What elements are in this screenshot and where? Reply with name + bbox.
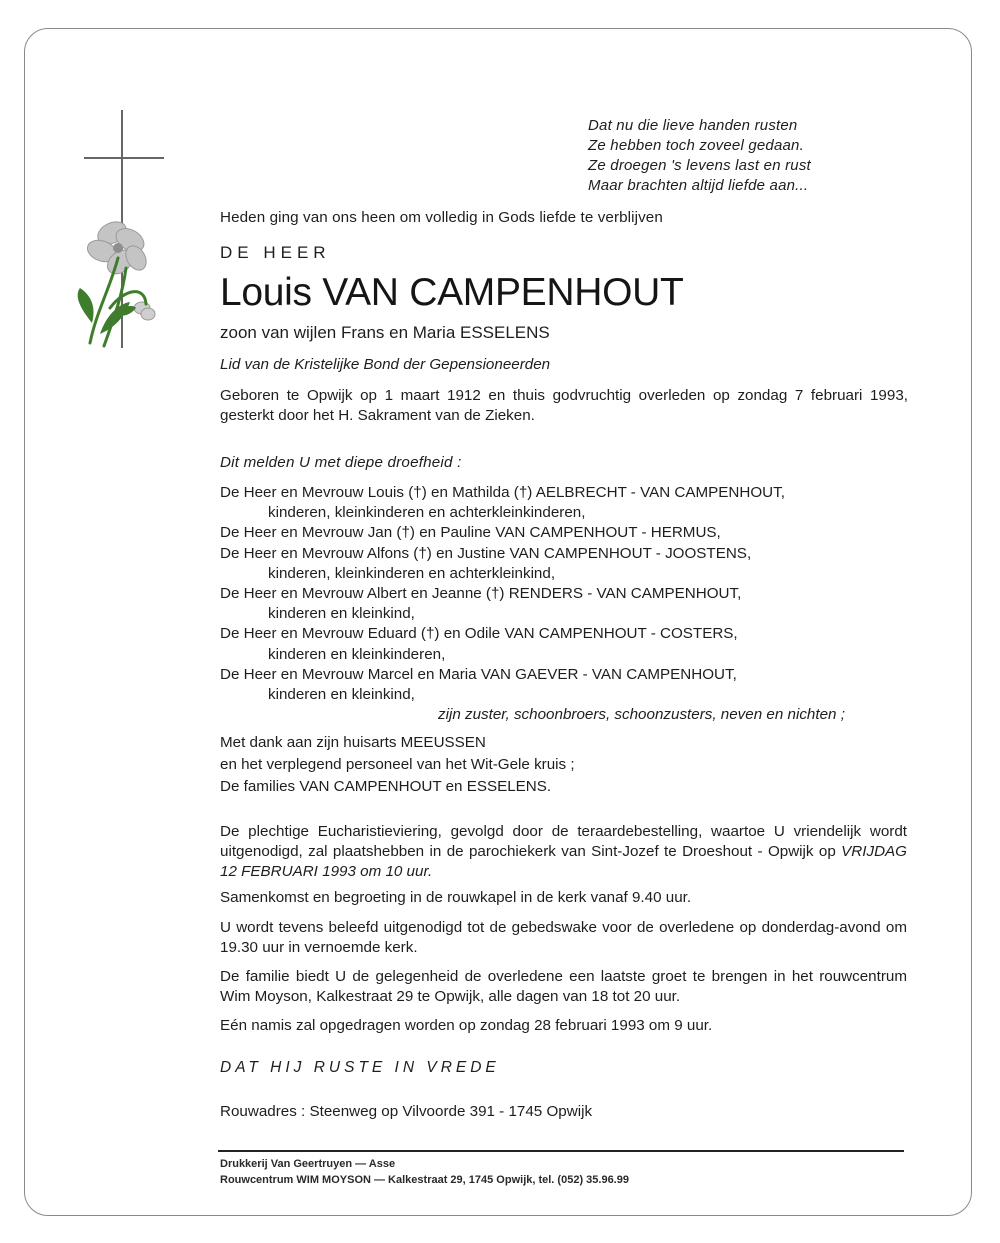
- relative-family: De Heer en Mevrouw Jan (†) en Pauline VAN CAMPENHOUT - HERMUS,: [220, 524, 721, 542]
- relative-descendants: kinderen en kleinkind,: [268, 605, 415, 623]
- relative-family: De Heer en Mevrouw Louis (†) en Mathilda (†) AELBRECHT - VAN CAMPENHOUT,: [220, 484, 785, 501]
- relative-siblings: zijn zuster, schoonbroers, schoonzusters, neven en nichten ;: [438, 706, 845, 724]
- thanks-line: Met dank aan zijn huisarts MEEUSSEN: [220, 734, 486, 751]
- relatives-list: [220, 483, 845, 725]
- relative-family: De Heer en Mevrouw Marcel en Maria VAN GAEVER - VAN CAMPENHOUT,: [220, 665, 737, 683]
- relative-descendants: kinderen en kleinkind,: [268, 686, 415, 704]
- thanks-block: [220, 732, 575, 798]
- footer-line: Drukkerij Van Geertruyen — Asse: [220, 1158, 396, 1170]
- announce-heading: Dit melden U met diepe droefheid :: [220, 454, 462, 471]
- relative-family: De Heer en Mevrouw Alfons (†) en Justine VAN CAMPENHOUT - JOOSTENS,: [220, 544, 752, 562]
- title-prefix: DE HEER: [220, 243, 331, 262]
- membership-line: Lid van de Kristelijke Bond der Gepensioneerden: [220, 356, 551, 373]
- footer: [220, 1156, 629, 1188]
- deceased-name: Louis VAN CAMPENHOUT: [220, 271, 684, 314]
- footer-line: Rouwcentrum WIM MOYSON — Kalkestraat 29, 1745 Opwijk, tel. (052) 35.96.99: [220, 1174, 629, 1186]
- thanks-line: De families VAN CAMPENHOUT en ESSELENS.: [220, 778, 552, 795]
- relative-descendants: kinderen, kleinkinderen en achterkleinkind,: [268, 564, 556, 582]
- parents-line: zoon van wijlen Frans en Maria ESSELENS: [220, 323, 550, 342]
- relative-family: De Heer en Mevrouw Eduard (†) en Odile VAN CAMPENHOUT - COSTERS,: [220, 625, 738, 643]
- ceremony-body: De plechtige Eucharistieviering, gevolgd door de teraardebestelling, waartoe U vriendelijk wordt uitgenodigd, zal plaatshebben in de parochiekerk van Sint-Jozef te Droeshout - Opwijk op: [220, 823, 907, 860]
- poem: [588, 116, 811, 196]
- wake-text: U wordt tevens beleefd uitgenodigd tot de gebedswake voor de overledene op donderdag-avond om 19.30 uur in vernoemde kerk.: [220, 919, 907, 956]
- rip-text: DAT HIJ RUSTE IN VREDE: [220, 1059, 500, 1076]
- relative-family: De Heer en Mevrouw Albert en Jeanne (†) RENDERS - VAN CAMPENHOUT,: [220, 585, 742, 603]
- intro-text: Heden ging van ons heen om volledig in Gods liefde te verblijven: [220, 209, 663, 226]
- relative-descendants: kinderen, kleinkinderen en achterkleinkinderen,: [268, 504, 586, 522]
- cross-flower-icon: [70, 108, 170, 353]
- relative-descendants: kinderen en kleinkinderen,: [268, 645, 446, 663]
- mass-text: Eén namis zal opgedragen worden op zondag 28 februari 1993 om 9 uur.: [220, 1017, 713, 1034]
- gathering-text: Samenkomst en begroeting in de rouwkapel in de kerk vanaf 9.40 uur.: [220, 889, 692, 906]
- viewing-text: De familie biedt U de gelegenheid de overledene een laatste groet te brengen in het rouwcentrum Wim Moyson, Kalkestraat 29 te Opwijk, alle dagen van 18 tot 20 uur.: [220, 968, 907, 1005]
- ceremony-text: [220, 822, 907, 882]
- birth-death-text: Geboren te Opwijk op 1 maart 1912 en thuis godvruchtig overleden op zondag 7 februari 1993, gesterkt door het H. Sakrament van de Zieken.: [220, 387, 908, 424]
- address-text: Rouwadres : Steenweg op Vilvoorde 391 - 1745 Opwijk: [220, 1103, 593, 1120]
- poem-line: Dat nu die lieve handen rusten: [588, 117, 798, 134]
- footer-divider: [218, 1150, 904, 1152]
- poem-line: Ze hebben toch zoveel gedaan.: [588, 137, 804, 154]
- poem-line: Ze droegen 's levens last en rust: [588, 157, 811, 174]
- ceremony-date: VRIJDAG 12 FEBRUARI 1993 om 10 uur.: [220, 843, 907, 880]
- poem-line: Maar brachten altijd liefde aan...: [588, 177, 809, 194]
- thanks-line: en het verplegend personeel van het Wit-Gele kruis ;: [220, 756, 575, 773]
